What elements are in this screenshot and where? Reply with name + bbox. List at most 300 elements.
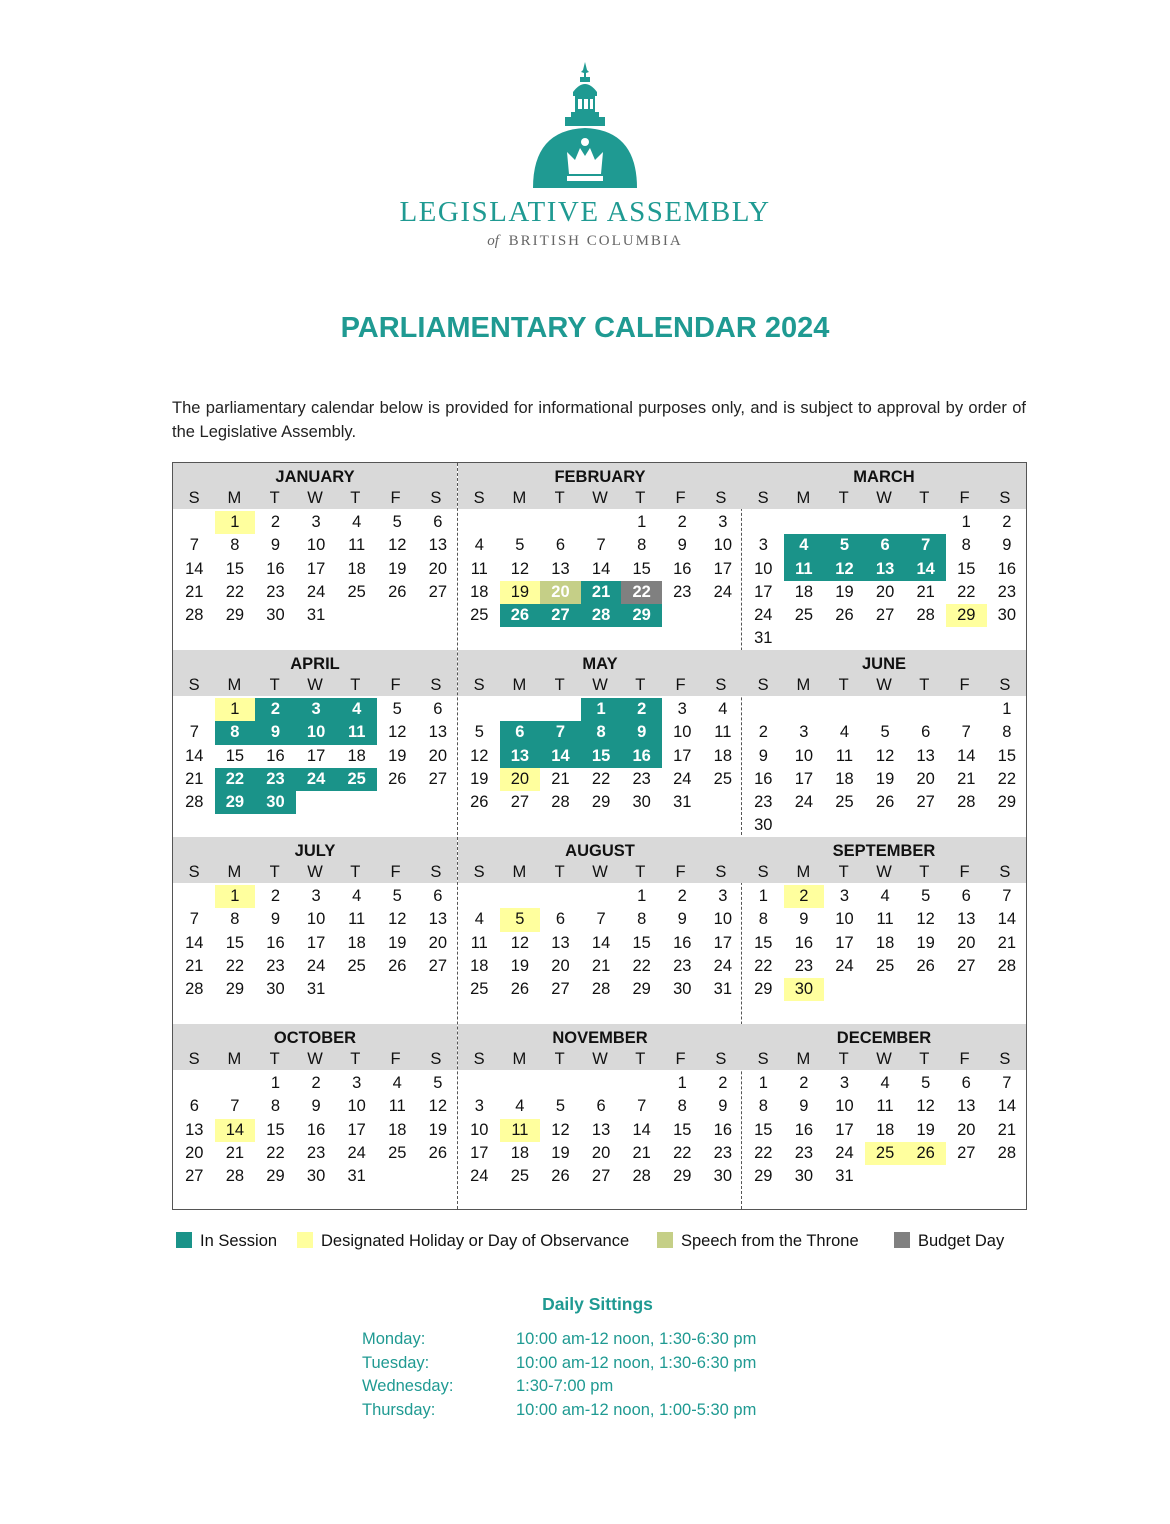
weekday-label: W — [307, 676, 323, 694]
day-cell: 4 — [474, 910, 484, 929]
day-cell: 9 — [799, 1097, 809, 1116]
weekday-label: W — [592, 1050, 608, 1068]
weekday-row — [173, 861, 457, 883]
day-cell: 7 — [1002, 1074, 1012, 1092]
day-cell: 4 — [880, 887, 890, 905]
day-cell: 14 — [185, 933, 204, 952]
day-cell: 30 — [784, 978, 825, 1001]
day-cell: 22 — [591, 769, 611, 788]
legend-item-budget — [894, 1232, 1004, 1251]
day-cell: 17 — [713, 933, 733, 952]
weekday-label: M — [796, 863, 811, 881]
day-cell: 3 — [311, 887, 321, 905]
day-cell: 22 — [225, 582, 245, 601]
day-cell: 2 — [799, 1074, 809, 1092]
daily-sittings-title: Daily Sittings — [542, 1294, 653, 1314]
day-cell: 4 — [336, 698, 377, 721]
weekday-row — [742, 861, 1026, 883]
day-cell: 11 — [784, 558, 825, 581]
day-cell: 25 — [347, 582, 366, 601]
month-header — [458, 837, 742, 883]
month-name: SEPTEMBER — [832, 842, 936, 860]
weekday-label: S — [188, 863, 200, 881]
organization-subtitle — [0, 233, 1170, 250]
day-cell: 25 — [510, 1167, 530, 1186]
month-header — [173, 650, 457, 696]
weekday-label: S — [473, 1050, 485, 1068]
day-cell: 10 — [347, 1097, 366, 1116]
weekday-label: F — [959, 863, 970, 881]
sitting-hours: 1:30-7:00 pm — [516, 1377, 614, 1395]
weekday-label: S — [430, 676, 442, 694]
day-cell: 2 — [677, 887, 687, 905]
weekday-row — [173, 487, 457, 509]
day-cell: 16 — [997, 559, 1017, 578]
sitting-day: Monday: — [362, 1330, 426, 1348]
month-header — [458, 463, 742, 509]
day-cell: 14 — [905, 558, 946, 581]
day-cell: 12 — [388, 536, 407, 555]
weekday-label: T — [269, 676, 280, 694]
day-cell: 14 — [215, 1119, 256, 1142]
day-cell: 27 — [428, 582, 448, 601]
day-cell: 11 — [388, 1097, 406, 1116]
weekday-label: S — [999, 676, 1011, 694]
weekday-row — [742, 674, 1026, 696]
day-cell: 12 — [510, 559, 530, 578]
day-cell: 6 — [189, 1097, 199, 1116]
day-cell: 26 — [470, 793, 489, 812]
month-name: OCTOBER — [273, 1029, 357, 1047]
day-cell: 18 — [510, 1143, 530, 1162]
day-cell: 8 — [961, 536, 971, 555]
month-name: APRIL — [290, 655, 340, 673]
day-cell: 19 — [551, 1143, 570, 1162]
calendar-grid — [172, 462, 1027, 1210]
day-cell: 3 — [677, 700, 687, 718]
weekday-label: M — [227, 489, 242, 507]
weekday-label: S — [430, 489, 442, 507]
day-cell: 1 — [581, 698, 622, 721]
day-cell: 23 — [673, 582, 692, 601]
legend-item-holiday — [297, 1232, 629, 1251]
day-cell: 23 — [266, 582, 285, 601]
day-cell: 25 — [470, 980, 489, 999]
day-cell: 29 — [591, 793, 611, 812]
day-cell: 9 — [677, 536, 687, 555]
month-header — [173, 837, 457, 883]
day-cell: 6 — [433, 887, 443, 905]
month-july — [173, 837, 457, 1024]
day-cell: 25 — [794, 606, 814, 625]
day-cell: 10 — [835, 910, 854, 929]
day-cell: 29 — [673, 1167, 692, 1186]
day-grid — [458, 1070, 742, 1188]
month-header — [742, 837, 1026, 883]
weekday-label: T — [838, 489, 849, 507]
day-cell: 26 — [875, 793, 895, 812]
day-cell: 24 — [754, 606, 773, 625]
day-cell: 7 — [596, 910, 606, 929]
day-cell: 14 — [185, 746, 204, 765]
day-cell: 6 — [865, 534, 906, 557]
weekday-label: M — [512, 676, 527, 694]
day-cell: 10 — [713, 536, 733, 555]
day-cell: 2 — [270, 513, 281, 531]
day-cell: 13 — [957, 1097, 976, 1116]
day-cell: 20 — [428, 933, 448, 952]
day-cell: 21 — [997, 1120, 1017, 1139]
day-cell: 8 — [758, 1097, 768, 1116]
day-cell: 29 — [621, 604, 662, 627]
weekday-label: M — [227, 1050, 242, 1068]
day-cell: 16 — [621, 745, 662, 768]
day-cell: 5 — [824, 534, 865, 557]
day-cell: 1 — [637, 513, 647, 531]
weekday-row — [742, 1048, 1026, 1070]
legend-label: In Session — [200, 1232, 278, 1250]
sitting-day: Wednesday: — [362, 1377, 454, 1395]
day-cell: 7 — [961, 723, 971, 742]
day-cell: 24 — [794, 793, 814, 812]
sitting-row — [362, 1352, 756, 1376]
day-cell: 27 — [428, 956, 448, 975]
day-cell: 7 — [189, 723, 199, 742]
day-cell: 8 — [758, 910, 768, 929]
day-cell: 15 — [632, 933, 651, 952]
weekday-label: F — [390, 489, 401, 507]
day-cell: 30 — [713, 1167, 733, 1186]
organization-subtitle-prefix: of — [487, 233, 499, 249]
day-cell: 12 — [551, 1120, 570, 1139]
day-cell: 14 — [185, 559, 204, 578]
day-cell: 13 — [551, 933, 570, 952]
day-cell: 22 — [997, 769, 1017, 788]
month-october — [173, 1024, 457, 1211]
weekday-label: W — [307, 863, 323, 881]
day-cell: 3 — [758, 536, 768, 555]
day-cell: 5 — [392, 887, 402, 905]
day-cell: 5 — [921, 1074, 931, 1092]
weekday-label: T — [350, 1050, 361, 1068]
day-cell: 14 — [540, 745, 581, 768]
weekday-label: S — [999, 863, 1011, 881]
month-header — [458, 650, 742, 696]
day-cell: 13 — [916, 746, 935, 765]
weekday-label: S — [188, 676, 200, 694]
sitting-day: Tuesday: — [362, 1353, 430, 1372]
day-cell: 12 — [916, 1097, 935, 1116]
day-cell: 14 — [591, 559, 611, 578]
day-cell: 24 — [296, 768, 337, 791]
day-cell: 22 — [266, 1143, 285, 1162]
day-cell: 14 — [632, 1120, 651, 1139]
weekday-label: T — [269, 489, 280, 507]
day-cell: 21 — [185, 582, 204, 601]
day-cell: 8 — [581, 721, 622, 744]
day-cell: 7 — [189, 910, 199, 929]
day-cell: 20 — [875, 582, 895, 601]
day-cell: 17 — [835, 1120, 854, 1139]
day-cell: 10 — [794, 746, 814, 765]
day-cell: 3 — [799, 723, 809, 742]
day-cell: 16 — [673, 559, 692, 578]
day-cell: 18 — [835, 769, 854, 788]
day-cell: 31 — [835, 1167, 854, 1186]
day-cell: 23 — [306, 1143, 326, 1162]
day-cell: 28 — [581, 604, 622, 627]
day-cell: 29 — [754, 980, 773, 999]
day-cell: 23 — [997, 582, 1017, 601]
day-cell: 31 — [673, 793, 692, 812]
daily-sittings-table — [362, 1328, 756, 1422]
day-cell: 13 — [428, 723, 448, 742]
day-cell: 24 — [713, 582, 733, 601]
day-cell: 3 — [718, 513, 728, 531]
weekday-row — [458, 487, 742, 509]
month-june — [742, 650, 1026, 837]
day-cell: 9 — [1002, 536, 1012, 555]
day-cell: 8 — [637, 910, 647, 929]
day-cell: 12 — [916, 910, 935, 929]
day-cell: 25 — [347, 956, 366, 975]
day-cell: 2 — [758, 723, 768, 742]
day-cell: 19 — [835, 582, 854, 601]
day-cell: 12 — [824, 558, 865, 581]
weekday-label: W — [592, 489, 608, 507]
day-cell: 5 — [474, 723, 484, 742]
day-cell: 20 — [957, 1120, 976, 1139]
day-cell: 3 — [718, 887, 728, 905]
day-cell: 15 — [997, 746, 1017, 765]
sitting-row — [362, 1375, 756, 1399]
day-cell: 6 — [596, 1097, 606, 1116]
day-cell: 26 — [428, 1143, 448, 1162]
weekday-label: F — [390, 676, 401, 694]
day-cell: 8 — [677, 1097, 687, 1116]
day-cell: 5 — [433, 1074, 443, 1092]
weekday-label: T — [554, 489, 565, 507]
weekday-label: T — [269, 1050, 280, 1068]
weekday-row — [458, 861, 742, 883]
day-cell: 16 — [266, 559, 285, 578]
weekday-label: T — [838, 676, 849, 694]
weekday-row — [458, 1048, 742, 1070]
day-cell: 6 — [500, 721, 541, 744]
day-cell: 29 — [225, 606, 245, 625]
day-cell: 13 — [551, 559, 570, 578]
day-cell: 30 — [266, 980, 285, 999]
day-cell: 28 — [632, 1167, 651, 1186]
day-cell: 1 — [961, 513, 971, 531]
day-cell: 16 — [673, 933, 692, 952]
day-cell: 19 — [470, 769, 489, 788]
day-cell: 8 — [230, 910, 240, 929]
day-cell: 28 — [591, 980, 611, 999]
day-cell: 7 — [189, 536, 199, 555]
day-cell: 23 — [673, 956, 692, 975]
day-cell: 27 — [957, 956, 976, 975]
weekday-label: W — [876, 863, 892, 881]
month-header — [742, 463, 1026, 509]
month-april — [173, 650, 457, 837]
day-cell: 12 — [875, 746, 895, 765]
day-cell: 19 — [510, 956, 530, 975]
day-cell: 30 — [794, 1167, 814, 1186]
day-cell: 25 — [713, 769, 733, 788]
weekday-row — [742, 487, 1026, 509]
day-cell: 12 — [428, 1097, 448, 1116]
day-cell: 5 — [880, 723, 890, 742]
month-name: JULY — [294, 842, 336, 860]
month-march — [742, 463, 1026, 650]
day-cell: 27 — [957, 1143, 976, 1162]
day-cell: 7 — [637, 1097, 647, 1116]
day-cell: 23 — [794, 1143, 814, 1162]
day-cell: 11 — [348, 536, 366, 555]
day-cell: 17 — [470, 1143, 489, 1162]
day-cell: 18 — [470, 582, 489, 601]
day-grid — [173, 1070, 457, 1188]
day-cell: 24 — [673, 769, 692, 788]
day-cell: 11 — [714, 723, 732, 742]
sitting-hours: 10:00 am-12 noon, 1:30-6:30 pm — [516, 1330, 757, 1348]
weekday-label: M — [796, 489, 811, 507]
legend-swatch — [176, 1232, 192, 1248]
day-cell: 21 — [185, 956, 204, 975]
day-cell: 5 — [555, 1097, 566, 1116]
day-cell: 8 — [215, 721, 256, 744]
day-cell: 9 — [677, 910, 687, 929]
day-cell: 28 — [997, 956, 1017, 975]
day-cell: 26 — [835, 606, 854, 625]
weekday-label: F — [959, 1050, 970, 1068]
day-cell: 23 — [794, 956, 814, 975]
day-cell: 24 — [470, 1167, 489, 1186]
weekday-label: F — [675, 863, 686, 881]
day-cell: 12 — [388, 910, 407, 929]
day-cell: 20 — [957, 933, 976, 952]
day-cell: 24 — [306, 956, 326, 975]
day-cell: 16 — [754, 769, 773, 788]
weekday-label: S — [757, 489, 769, 507]
weekday-label: F — [675, 1050, 686, 1068]
month-header — [742, 1024, 1026, 1070]
organization-subtitle-text: BRITISH COLUMBIA — [508, 233, 683, 249]
day-grid — [742, 696, 1026, 838]
legend-swatch — [297, 1232, 313, 1248]
weekday-label: M — [227, 676, 242, 694]
day-cell: 21 — [916, 582, 935, 601]
day-cell: 19 — [916, 1120, 935, 1139]
month-name: MAY — [582, 655, 618, 673]
day-cell: 10 — [713, 910, 733, 929]
legend-label: Budget Day — [918, 1232, 1005, 1250]
day-cell: 18 — [347, 746, 366, 765]
day-cell: 4 — [392, 1074, 402, 1092]
day-cell: 26 — [916, 956, 935, 975]
day-cell: 1 — [215, 698, 256, 721]
day-cell: 19 — [916, 933, 935, 952]
weekday-label: F — [675, 676, 686, 694]
day-cell: 9 — [270, 536, 281, 555]
day-cell: 19 — [875, 769, 895, 788]
weekday-label: S — [188, 489, 200, 507]
month-name: MARCH — [853, 468, 915, 486]
day-cell: 30 — [997, 606, 1017, 625]
day-cell: 21 — [225, 1143, 245, 1162]
day-cell: 27 — [591, 1167, 611, 1186]
day-cell: 8 — [637, 536, 647, 555]
intro-paragraph: The parliamentary calendar below is provided for informational purposes only, and is subject to approval by order of the Legislative Assembly. — [172, 399, 1026, 441]
day-cell: 16 — [794, 1120, 814, 1139]
day-cell: 4 — [839, 723, 850, 742]
day-cell: 25 — [388, 1143, 407, 1162]
weekday-label: S — [188, 1050, 200, 1068]
day-cell: 30 — [306, 1167, 326, 1186]
weekday-label: S — [430, 1050, 442, 1068]
weekday-label: S — [473, 489, 485, 507]
month-header — [173, 463, 457, 509]
day-cell: 4 — [718, 700, 728, 718]
day-cell: 11 — [876, 1097, 894, 1116]
weekday-label: M — [512, 863, 527, 881]
day-cell: 20 — [540, 581, 581, 604]
day-cell: 9 — [758, 746, 768, 765]
day-cell: 15 — [266, 1120, 285, 1139]
day-cell: 7 — [905, 534, 946, 557]
day-cell: 1 — [1002, 700, 1012, 718]
day-cell: 28 — [185, 606, 204, 625]
day-cell: 5 — [500, 908, 541, 931]
month-december — [742, 1024, 1026, 1211]
day-cell: 27 — [540, 604, 581, 627]
weekday-label: M — [796, 1050, 811, 1068]
legend — [176, 1232, 1036, 1256]
day-cell: 12 — [388, 723, 407, 742]
weekday-label: W — [592, 676, 608, 694]
day-cell: 24 — [306, 582, 326, 601]
day-cell: 17 — [347, 1120, 366, 1139]
day-cell: 19 — [500, 581, 541, 604]
day-cell: 13 — [185, 1120, 204, 1139]
day-cell: 5 — [392, 700, 402, 718]
day-cell: 6 — [433, 700, 443, 718]
weekday-label: F — [675, 489, 686, 507]
day-cell: 11 — [470, 933, 488, 952]
weekday-label: T — [919, 863, 930, 881]
day-cell: 1 — [270, 1074, 281, 1092]
day-cell: 11 — [348, 910, 366, 929]
day-cell: 20 — [551, 956, 570, 975]
weekday-label: T — [919, 676, 930, 694]
day-cell: 15 — [673, 1120, 692, 1139]
day-cell: 9 — [255, 721, 296, 744]
weekday-label: S — [757, 676, 769, 694]
day-cell: 3 — [352, 1074, 362, 1092]
sitting-day: Thursday: — [362, 1400, 436, 1419]
day-cell: 10 — [306, 536, 326, 555]
day-cell: 16 — [306, 1120, 326, 1139]
legend-swatch — [657, 1232, 673, 1248]
day-cell: 29 — [632, 980, 651, 999]
weekday-label: F — [390, 1050, 401, 1068]
day-cell: 17 — [794, 769, 814, 788]
day-cell: 26 — [388, 956, 407, 975]
day-cell: 27 — [551, 980, 570, 999]
weekday-label: S — [757, 1050, 769, 1068]
day-cell: 29 — [946, 604, 987, 627]
